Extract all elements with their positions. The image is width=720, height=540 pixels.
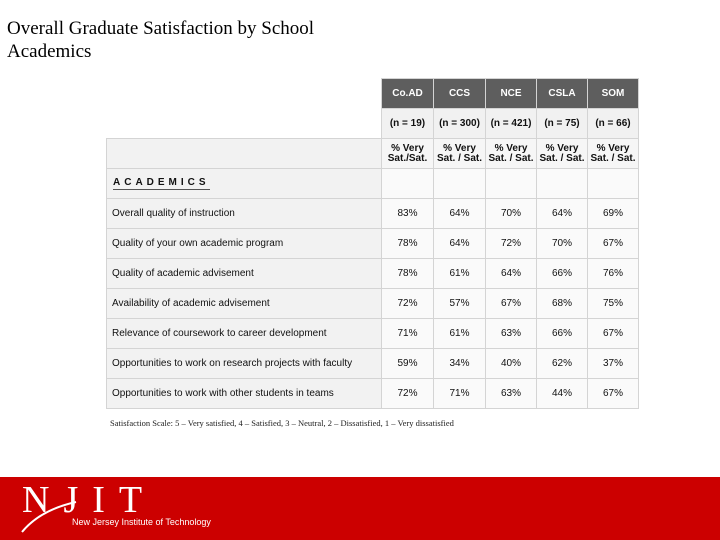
metric-label: % Very Sat./Sat. [382,139,434,169]
school-header-row [107,79,639,109]
row-value: 34% [434,349,486,379]
school-header: Co.AD [382,79,434,109]
metric-label: % Very Sat. / Sat. [588,139,639,169]
njit-subtitle: New Jersey Institute of Technology [72,517,211,527]
sample-size: (n = 75) [537,109,588,139]
row-value: 72% [382,289,434,319]
row-label: Quality of your own academic program [107,229,382,259]
metric-label: % Very Sat. / Sat. [537,139,588,169]
metric-blank-cell [107,139,382,169]
school-header: NCE [486,79,537,109]
satisfaction-table [106,78,639,409]
row-label: Opportunities to work on research projects with faculty [107,349,382,379]
row-value: 78% [382,259,434,289]
category-label: ACADEMICS [113,177,210,188]
category-empty-cell [434,169,486,199]
row-value: 57% [434,289,486,319]
row-value: 61% [434,259,486,289]
row-value: 67% [588,379,639,409]
row-value: 67% [588,319,639,349]
blank-cell [107,109,382,139]
category-empty-cell [588,169,639,199]
row-value: 83% [382,199,434,229]
row-value: 44% [537,379,588,409]
table-rows [107,199,639,409]
row-value: 64% [537,199,588,229]
row-value: 68% [537,289,588,319]
table-row [107,349,639,379]
sample-size: (n = 66) [588,109,639,139]
row-value: 40% [486,349,537,379]
row-value: 78% [382,229,434,259]
row-value: 61% [434,319,486,349]
blank-cell [107,79,382,109]
row-value: 67% [588,229,639,259]
row-label: Opportunities to work with other students in teams [107,379,382,409]
row-value: 63% [486,319,537,349]
njit-logo: NJIT [22,479,157,521]
row-value: 70% [486,199,537,229]
table-row [107,379,639,409]
sample-size: (n = 421) [486,109,537,139]
table-row [107,199,639,229]
row-value: 76% [588,259,639,289]
row-label: Quality of academic advisement [107,259,382,289]
row-value: 59% [382,349,434,379]
row-value: 71% [434,379,486,409]
row-value: 71% [382,319,434,349]
sample-size: (n = 300) [434,109,486,139]
row-label: Overall quality of instruction [107,199,382,229]
row-value: 67% [486,289,537,319]
row-value: 72% [382,379,434,409]
category-row [107,169,639,199]
category-label-cell [107,169,382,199]
row-value: 37% [588,349,639,379]
category-empty-cell [382,169,434,199]
table-row [107,319,639,349]
row-value: 69% [588,199,639,229]
sample-size: (n = 19) [382,109,434,139]
row-value: 62% [537,349,588,379]
row-value: 72% [486,229,537,259]
row-label: Availability of academic advisement [107,289,382,319]
category-empty-cell [537,169,588,199]
logo-swoosh-icon [20,496,80,536]
table-row [107,259,639,289]
row-value: 63% [486,379,537,409]
row-value: 66% [537,319,588,349]
school-header: SOM [588,79,639,109]
metric-row [107,139,639,169]
metric-label: % Very Sat. / Sat. [434,139,486,169]
metric-label: % Very Sat. / Sat. [486,139,537,169]
row-value: 64% [486,259,537,289]
title-line-1: Overall Graduate Satisfaction by School [7,18,315,39]
row-value: 64% [434,199,486,229]
school-header: CSLA [537,79,588,109]
title-line-2: Academics [7,41,92,62]
row-value: 64% [434,229,486,259]
category-empty-cell [486,169,537,199]
row-value: 75% [588,289,639,319]
row-label: Relevance of coursework to career development [107,319,382,349]
table-row [107,229,639,259]
table-row [107,289,639,319]
school-header: CCS [434,79,486,109]
row-value: 66% [537,259,588,289]
sample-size-row [107,109,639,139]
row-value: 70% [537,229,588,259]
slide-title [7,17,314,63]
satisfaction-scale-note: Satisfaction Scale: 5 – Very satisfied, 4 – Satisfied, 3 – Neutral, 2 – Dissatisfied, 1 – Very dissatisfied [110,418,454,428]
